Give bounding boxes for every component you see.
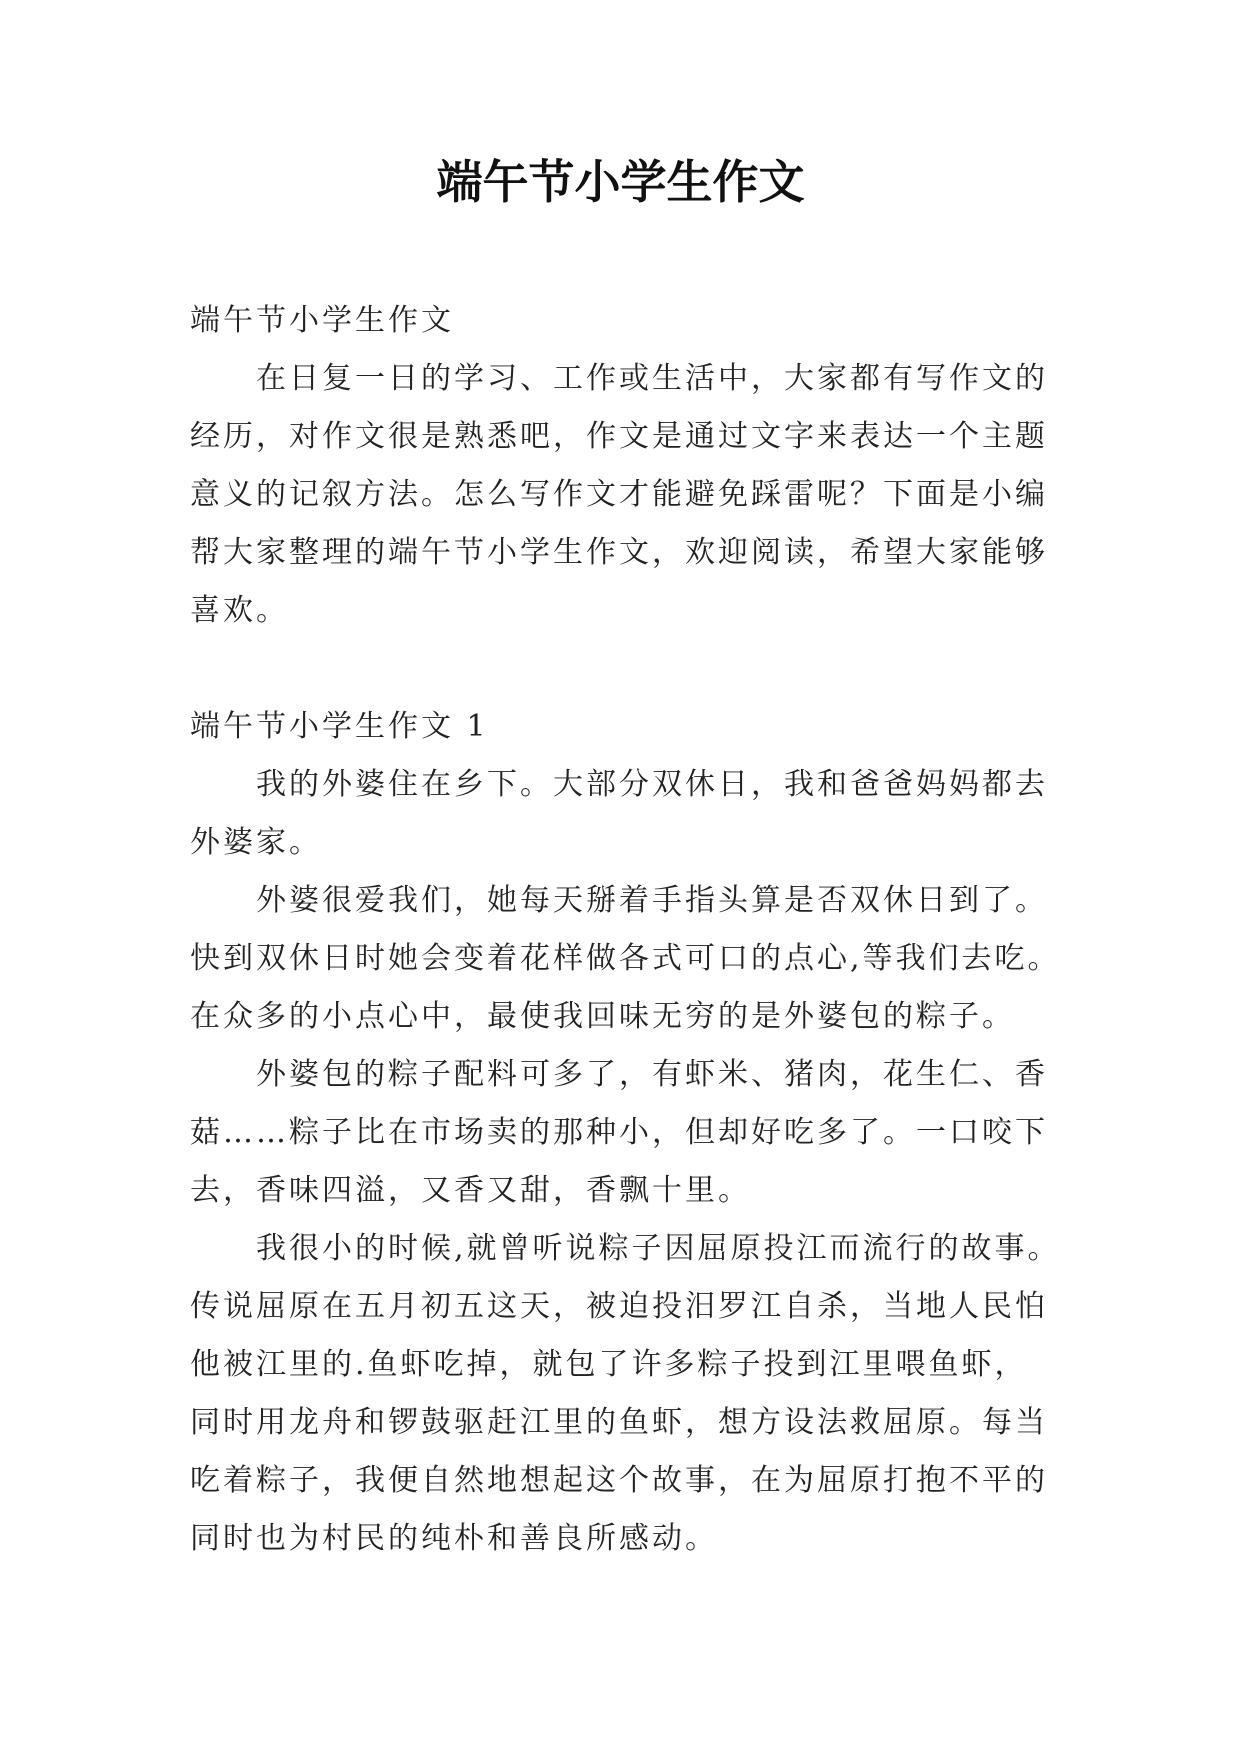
intro-paragraph [190,350,1065,640]
paragraph-4 [190,1220,1065,1568]
paragraph-line: 传说屈原在五月初五这天，被迫投汨罗江自杀，当地人民怕 [190,1289,1048,1324]
section-heading: 端午节小学生作文 1 [190,709,489,744]
paragraph-line: 外婆很爱我们，她每天掰着手指头算是否双休日到了。 [256,883,1048,918]
paragraph-line: 我很小的时候,就曾听说粽子因屈原投江而流行的故事。 [256,1231,1061,1266]
intro-line: 经历，对作文很是熟悉吧，作文是通过文字来表达一个主题 [190,419,1048,454]
paragraph-line: 同时用龙舟和锣鼓驱赶江里的鱼虾，想方设法救屈原。每当 [190,1405,1048,1440]
document-body [190,292,1065,1568]
intro-line: 帮大家整理的端午节小学生作文，欢迎阅读，希望大家能够 [190,535,1048,570]
intro-line: 在日复一日的学习、工作或生活中，大家都有写作文的 [256,361,1048,396]
paragraph-line: 快到双休日时她会变着花样做各式可口的点心,等我们去吃。 [190,941,1061,976]
paragraph-line: 同时也为村民的纯朴和善良所感动。 [190,1521,718,1556]
subtitle: 端午节小学生作文 [190,303,454,338]
intro-line: 意义的记叙方法。怎么写作文才能避免踩雷呢？下面是小编 [190,477,1048,512]
paragraph-2 [190,872,1065,1046]
document-title: 端午节小学生作文 [436,155,805,209]
paragraph-line: 吃着粽子，我便自然地想起这个故事，在为屈原打抱不平的 [190,1463,1048,1498]
paragraph-line: 外婆包的粽子配料可多了，有虾米、猪肉，花生仁、香 [256,1057,1048,1092]
blank-line [190,640,1065,698]
paragraph-3 [190,1046,1065,1220]
paragraph-line: 在众多的小点心中，最使我回味无穷的是外婆包的粽子。 [190,999,1015,1034]
paragraph-line: 他被江里的.鱼虾吃掉，就包了许多粽子投到江里喂鱼虾， [190,1347,1028,1382]
intro-line: 喜欢。 [190,593,289,628]
paragraph-1 [190,756,1065,872]
paragraph-line: 菇……粽子比在市场卖的那种小，但却好吃多了。一口咬下 [190,1115,1048,1150]
paragraph-line: 外婆家。 [190,825,322,860]
paragraph-line: 我的外婆住在乡下。大部分双休日，我和爸爸妈妈都去 [256,767,1048,802]
paragraph-line: 去，香味四溢，又香又甜，香飘十里。 [190,1173,751,1208]
